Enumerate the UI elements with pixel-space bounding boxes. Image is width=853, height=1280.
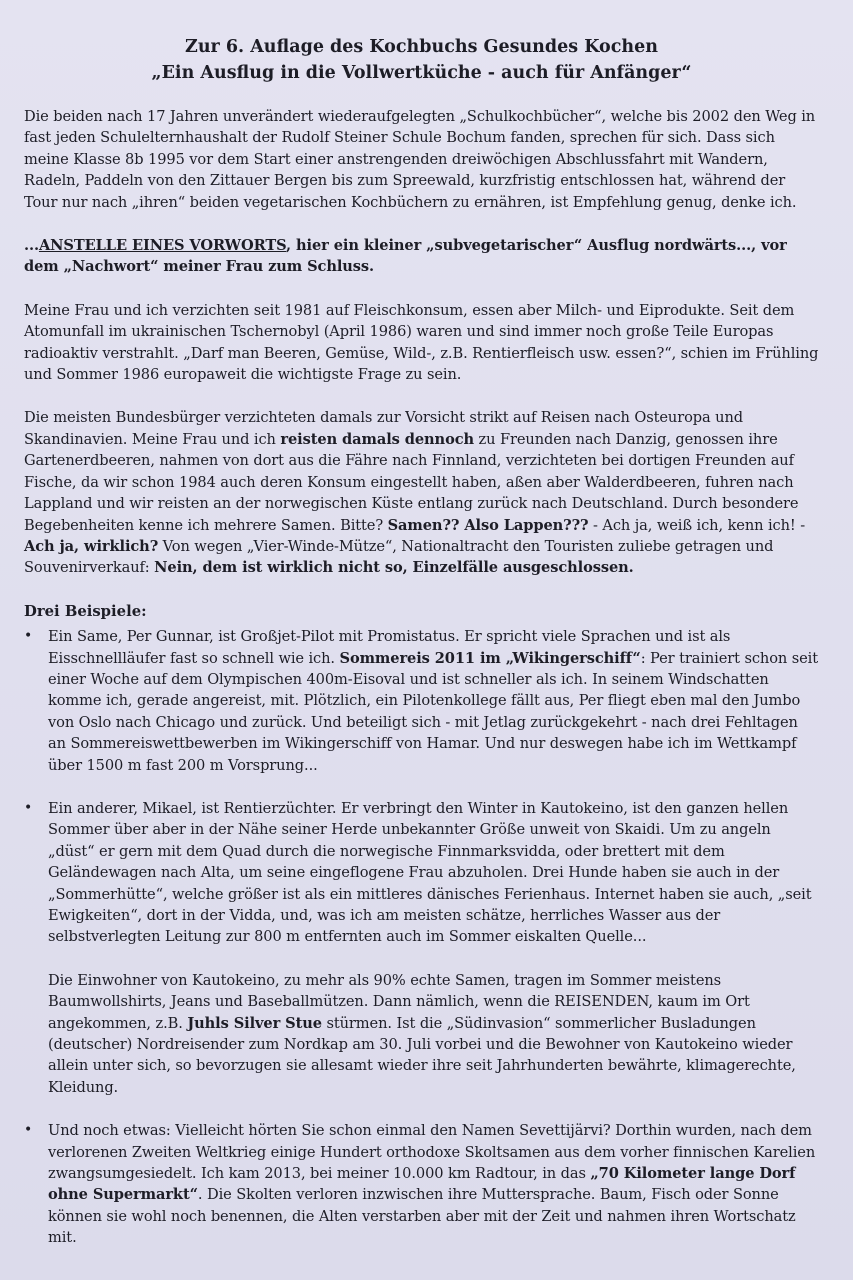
travel-text-1: Die meisten Bundesbürger verzichteten damals zur Vorsicht strikt auf Reisen nach Osteuropa und Skandinavien. Meine Frau und ich [24, 409, 744, 448]
example2-paragraph-2 [48, 970, 819, 1098]
example1-bold: Sommereis 2011 im „Wikingerschiff“ [339, 649, 641, 667]
bullet-icon: • [24, 1122, 33, 1139]
examples-heading: Drei Beispiele: [24, 602, 147, 620]
travel-text-3: - Ach ja, weiß ich, kenn ich! - [588, 516, 806, 534]
example1-text-2: : Per trainiert schon seit einer Woche auf dem Olympischen 400m-Eisoval und ist schneller als ich. In seinem Windschatten komme ich, gerade angereist, mit. Plötzlich, ein Pilotenkollege fällt aus, Per fliegt eben mal den Jumbo von Oslo nach Chicago und zurück. Und beteiligt sich - mit Jetlag zurückgekehrt - nach drei Fehltagen an Sommereiswettbewerben im Wikingerschiff von Hamar. Und nur deswegen habe ich im Wettkampf über 1500 m fast 200 m Vorsprung... [48, 649, 819, 774]
chernobyl-paragraph: Meine Frau und ich verzichten seit 1981 auf Fleischkonsum, essen aber Milch- und Eiprodukte. Seit dem Atomunfall im ukrainischen Tschernobyl (April 1986) waren und sind immer noch große Teile Europas radioaktiv verstrahlt. „Darf man Beeren, Gemüse, Wild-, z.B. Rentierfleisch usw. essen?“, schien im Frühling und Sommer 1986 europaweit die wichtigste Frage zu sein. [24, 301, 819, 384]
travel-bold-4: Nein, dem ist wirklich nicht so, Einzelfälle ausgeschlossen. [154, 559, 634, 577]
preface-rest: , hier ein kleiner „subvegetarischer“ Ausflug nordwärts..., vor dem „Nachwort“ meiner Frau zum Schluss. [24, 237, 787, 276]
preface-prefix: ... [24, 237, 39, 255]
example3-text-1: Und noch etwas: Vielleicht hörten Sie schon einmal den Namen Sevettijärvi? Dorthin wurden, nach dem verlorenen Zweiten Weltkrieg einige Hundert orthodoxe Skoltsamen aus dem vorher finnischen Karelien zwangsumgesiedelt. Ich kam 2013, bei meiner 10.000 km Radtour, in das [48, 1122, 816, 1183]
list-item [24, 626, 819, 776]
title-line-1: Zur 6. Auflage des Kochbuchs Gesundes Kochen [185, 37, 658, 57]
example1-text-1: Ein Same, Per Gunnar, ist Großjet-Pilot mit Promistatus. Er spricht viele Sprachen und ist als Eisschnellläufer fast so schnell wie ich. [48, 628, 731, 667]
example3-bold: „70 Kilometer lange Dorf ohne Supermarkt“ [48, 1165, 796, 1204]
bullet-icon: • [24, 799, 33, 816]
list-item [24, 1120, 819, 1248]
bullet-icon: • [24, 628, 33, 645]
title-line-2: „Ein Ausflug in die Vollwertküche - auch für Anfänger“ [151, 63, 692, 83]
example2-bold: Juhls Silver Stue [187, 1014, 322, 1032]
travel-text-4: Von wegen „Vier-Winde-Mütze“, Nationaltracht den Touristen zuliebe getragen und Souvenirverkauf: [24, 537, 774, 577]
intro-paragraph: Die beiden nach 17 Jahren unverändert wiederaufgelegten „Schulkochbücher“, welche bis 2002 den Weg in fast jeden Schulelternhaushalt der Rudolf Steiner Schule Bochum fanden, sprechen für sich. Dass sich meine Klasse 8b 1995 vor dem Start einer anstrengenden dreiwöchigen Abschlussfahrt mit Wandern, Radeln, Paddeln von den Zittauer Bergen bis zum Spreewald, kurzfristig entschlossen hat, während der Tour nur nach „ihren“ beiden vegetarischen Kochbüchern zu ernähren, ist Empfehlung genug, denke ich. [24, 108, 816, 211]
travel-bold-3: Ach ja, wirklich? [24, 537, 159, 555]
travel-bold-1: reisten damals dennoch [280, 430, 474, 448]
example3-text-2: . Die Skolten verloren inzwischen ihre Muttersprache. Baum, Fisch oder Sonne können sie wohl noch benennen, die Alten verstarben aber mit der Zeit und nahmen ihren Wortschatz mit. [48, 1186, 796, 1247]
example2-text-2: stürmen. Ist die „Südinvasion“ sommerlicher Busladungen (deutscher) Nordreisender zum Nordkap am 30. Juli vorbei und die Bewohner von Kautokeino wieder allein unter sich, so bevorzugen sie allesamt wieder ihre seit Jahrhunderten bewährte, klimagerechte, Kleidung. [48, 1014, 796, 1096]
example2-paragraph-1: Ein anderer, Mikael, ist Rentierzüchter. Er verbringt den Winter in Kautokeino, ist den ganzen hellen Sommer über aber in der Nähe seiner Herde unbekannter Größe unweit von Skaidi. Um zu angeln „düst“ er gern mit dem Quad durch die norwegische Finnmarksvidda, oder brettert mit dem Geländewagen nach Alta, um seine eingeflogene Frau abzuholen. Drei Hunde haben sie auch in der „Sommerhütte“, welche größer ist als ein mittleres dänisches Ferienhaus. Internet haben sie auch, „seit Ewigkeiten“, dort in der Vidda, und, was ich am meisten schätze, herrliches Wasser aus der selbstverlegten Leitung zur 800 m entfernten auch im Sommer eiskalten Quelle... [48, 799, 812, 946]
document-title [24, 34, 819, 86]
travel-paragraph [24, 407, 819, 578]
preface-underlined: ANSTELLE EINES VORWORTS [38, 237, 287, 255]
example2-text-1: Die Einwohner von Kautokeino, zu mehr als 90% echte Samen, tragen im Sommer meistens Baumwollshirts, Jeans und Baseballmützen. Dann nämlich, wenn die REISENDEN, kaum im Ort angekommen, z.B. [48, 971, 750, 1032]
examples-list [24, 626, 819, 1249]
travel-text-2: zu Freunden nach Danzig, genossen ihre Gartenerdbeeren, nahmen von dort aus die Fähre nach Finnland, verzichteten bei dortigen Freunden auf Fische, da wir schon 1984 auch deren Konsum eingestellt haben, aßen aber Walderdbeeren, fuhren nach Lappland und wir reisten an der norwegischen Küste entlang zurück nach Deutschland. Durch besondere Begebenheiten kenne ich mehrere Samen. Bitte? [24, 430, 799, 534]
list-item [24, 798, 819, 1098]
preface-paragraph [24, 235, 819, 278]
travel-bold-2: Samen?? Also Lappen??? [387, 516, 589, 534]
